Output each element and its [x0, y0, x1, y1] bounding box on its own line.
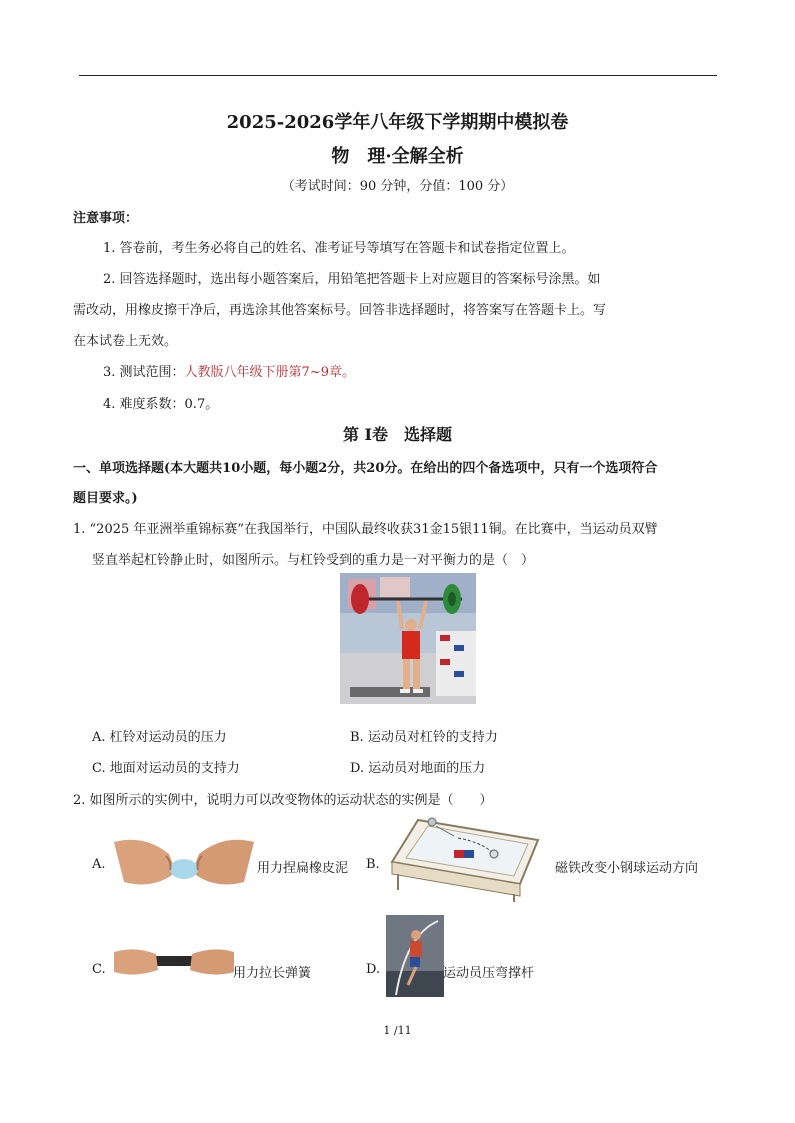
q2-option-d-letter: D.	[366, 962, 381, 977]
weightlifter-photo	[340, 573, 476, 704]
q2-option-a-letter: A.	[92, 857, 106, 872]
exam-info: （考试时间：90 分钟，分值：100 分）	[281, 179, 514, 194]
note-item-3-prefix: 3. 测试范围：	[103, 365, 185, 380]
note-item-4: 4. 难度系数：0.7。	[103, 397, 219, 412]
hands-stretch-spring-image	[114, 944, 234, 978]
note-item-2-line1: 2. 回答选择题时，选出每小题答案后，用铅笔把答题卡上对应题目的答案标号涂黑。如	[103, 272, 601, 287]
note-item-1: 1. 答卷前，考生务必将自己的姓名、准考证号等填写在答题卡和试卷指定位置上。	[103, 241, 575, 256]
page-number: 1 /11	[383, 1024, 412, 1037]
hands-squeeze-clay-image	[114, 832, 254, 890]
q2-option-d-text: 运动员压弯撑杆	[443, 966, 535, 981]
test-scope: 人教版八年级下册第7~9章。	[184, 365, 355, 380]
header-rule	[79, 75, 717, 76]
note-item-2-line2: 需改动，用橡皮擦干净后，再选涂其他答案标号。回答非选择题时，将答案写在答题卡上。写	[73, 303, 607, 318]
section-title: 第 Ⅰ卷 选择题	[342, 425, 453, 444]
q1-stem-line1: 1. “2025 年亚洲举重锦标赛”在我国举行，中国队最终收获31金15银11铜。在比赛中，当运动员双臂	[73, 522, 658, 537]
part-heading-line2: 题目要求。)	[73, 491, 138, 506]
q1-stem-line2: 竖直举起杠铃静止时，如图所示。与杠铃受到的重力是一对平衡力的是（ ）	[92, 553, 535, 568]
q2-option-c-letter: C.	[92, 962, 106, 977]
exam-subtitle: 物 理·全解全析	[331, 146, 464, 167]
exam-title: 2025-2026学年八年级下学期期中模拟卷	[226, 112, 569, 133]
q1-option-d: D. 运动员对地面的压力	[350, 761, 486, 776]
q1-option-a: A. 杠铃对运动员的压力	[92, 730, 227, 745]
notes-heading: 注意事项：	[73, 211, 139, 226]
q2-option-b-letter: B.	[366, 857, 380, 872]
q2-stem: 2. 如图所示的实例中，说明力可以改变物体的运动状态的实例是（ ）	[73, 793, 493, 808]
q2-option-c-text: 用力拉长弹簧	[233, 966, 312, 981]
note-item-2-line3: 在本试卷上无效。	[73, 334, 178, 349]
note-item-3	[103, 361, 355, 380]
q2-option-b-text: 磁铁改变小钢球运动方向	[555, 861, 699, 876]
q2-option-a-text: 用力捏扁橡皮泥	[257, 861, 349, 876]
pole-vault-athlete-image	[386, 915, 444, 997]
q1-option-b: B. 运动员对杠铃的支持力	[350, 730, 498, 745]
magnet-steel-ball-image	[388, 812, 551, 902]
q1-option-c: C. 地面对运动员的支持力	[92, 761, 240, 776]
part-heading-line1: 一、单项选择题(本大题共10小题，每小题2分，共20分。在给出的四个备选项中，只有一个选项符合	[73, 461, 658, 476]
